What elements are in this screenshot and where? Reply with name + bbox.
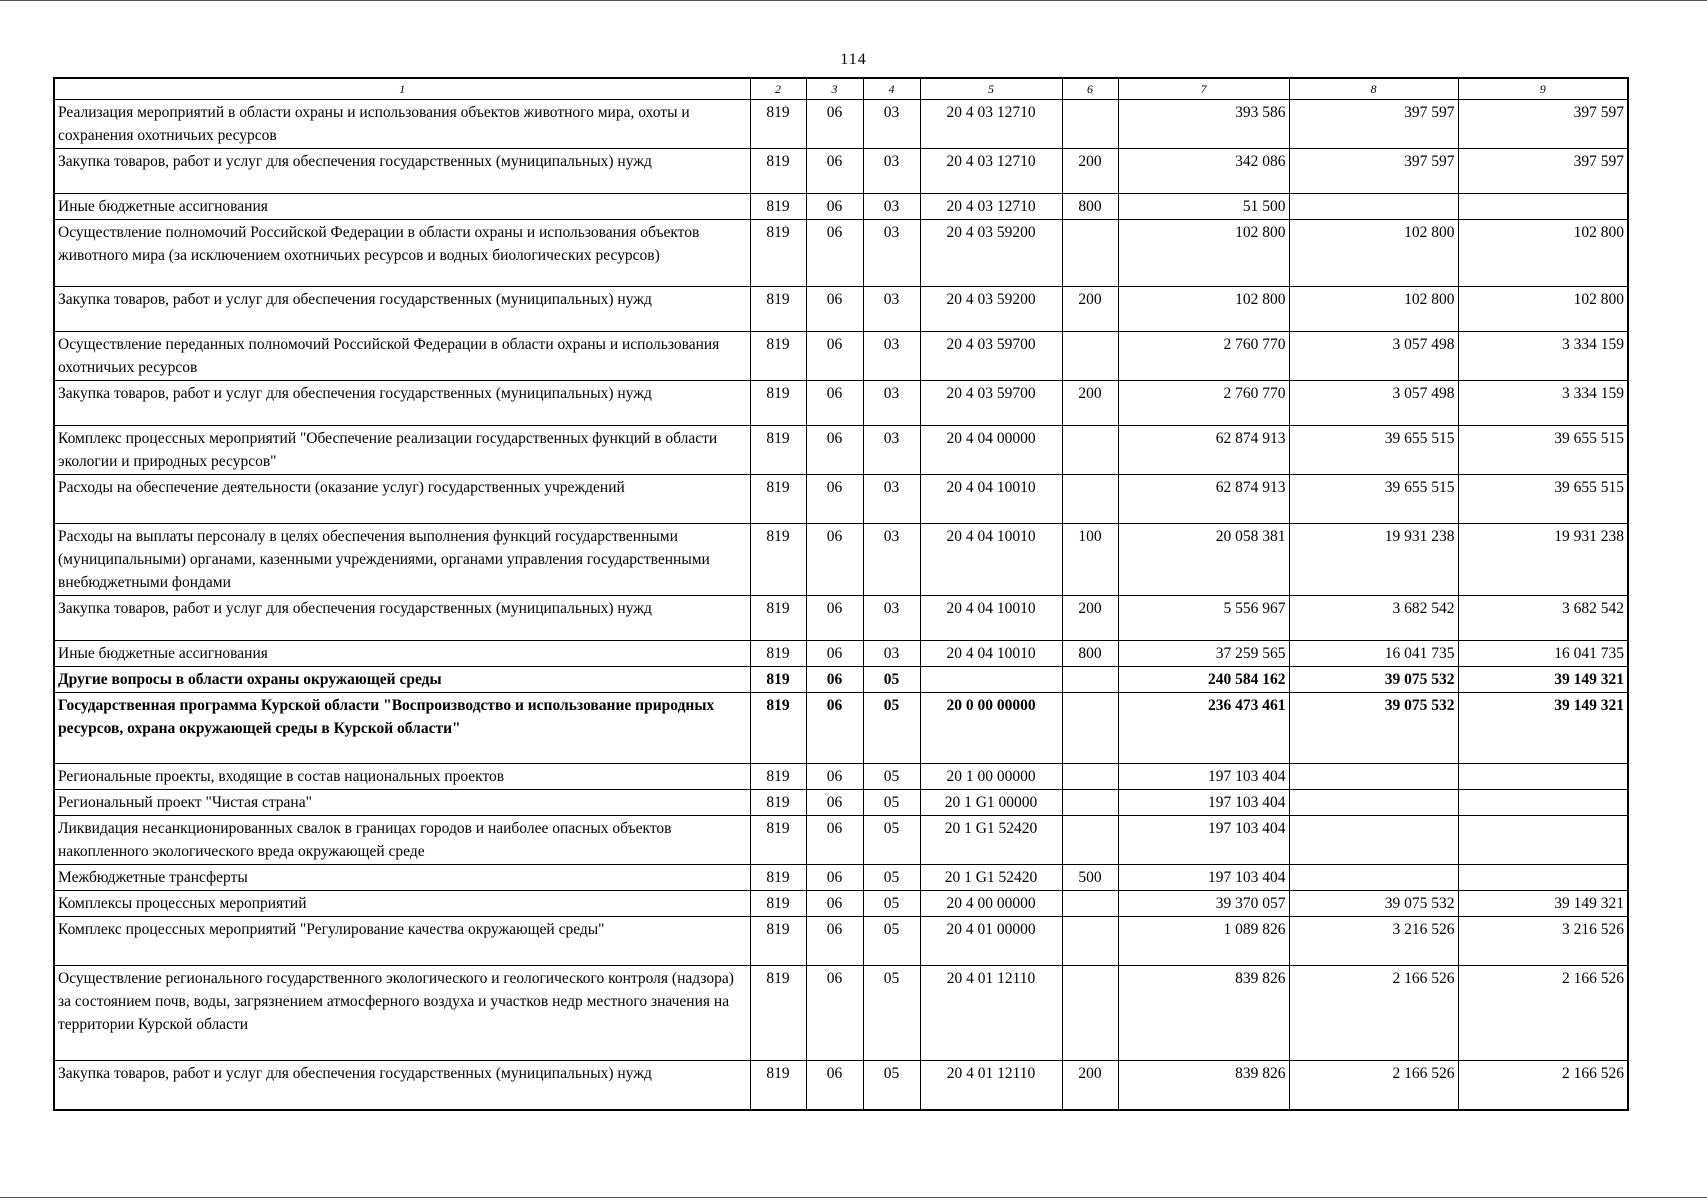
table-row <box>54 1061 1628 1110</box>
table-row <box>54 596 1628 641</box>
row-target-item-cell <box>920 667 1062 693</box>
row-admin-code-cell: 819 <box>750 764 806 790</box>
row-amount-col9-cell: 39 149 321 <box>1458 667 1628 693</box>
row-subsection-cell: 03 <box>863 381 920 426</box>
row-section-cell: 06 <box>806 865 863 891</box>
row-section-cell: 06 <box>806 381 863 426</box>
row-amount-col7-cell: 51 500 <box>1118 194 1289 220</box>
row-name-cell: Осуществление переданных полномочий Российской Федерации в области охраны и использования охотничьих ресурсов <box>54 332 750 381</box>
row-name-cell: Иные бюджетные ассигнования <box>54 641 750 667</box>
row-amount-col9-cell: 39 655 515 <box>1458 426 1628 475</box>
row-amount-col9-cell: 3 216 526 <box>1458 917 1628 966</box>
row-amount-col7-cell: 5 556 967 <box>1118 596 1289 641</box>
row-admin-code-cell: 819 <box>750 381 806 426</box>
row-admin-code-cell: 819 <box>750 524 806 596</box>
row-section-cell: 06 <box>806 149 863 194</box>
row-name-cell: Другие вопросы в области охраны окружающей среды <box>54 667 750 693</box>
row-amount-col7-cell: 236 473 461 <box>1118 693 1289 764</box>
row-name-cell: Региональные проекты, входящие в состав национальных проектов <box>54 764 750 790</box>
budget-table <box>53 77 1629 1111</box>
table-row <box>54 100 1628 149</box>
row-amount-col8-cell: 3 057 498 <box>1289 381 1458 426</box>
row-amount-col8-cell: 3 216 526 <box>1289 917 1458 966</box>
row-expense-type-cell <box>1062 790 1118 816</box>
table-row <box>54 332 1628 381</box>
row-subsection-cell: 05 <box>863 816 920 865</box>
row-subsection-cell: 05 <box>863 667 920 693</box>
header-cell: 9 <box>1458 78 1628 100</box>
row-expense-type-cell <box>1062 693 1118 764</box>
row-subsection-cell: 03 <box>863 100 920 149</box>
table-row <box>54 891 1628 917</box>
row-name-cell: Расходы на обеспечение деятельности (оказание услуг) государственных учреждений <box>54 475 750 524</box>
row-amount-col7-cell: 393 586 <box>1118 100 1289 149</box>
row-amount-col9-cell: 2 166 526 <box>1458 966 1628 1061</box>
row-amount-col7-cell: 197 103 404 <box>1118 764 1289 790</box>
row-amount-col9-cell: 102 800 <box>1458 220 1628 287</box>
row-target-item-cell: 20 1 G1 00000 <box>920 790 1062 816</box>
row-name-cell: Иные бюджетные ассигнования <box>54 194 750 220</box>
row-amount-col8-cell: 397 597 <box>1289 100 1458 149</box>
row-target-item-cell: 20 4 01 12110 <box>920 1061 1062 1110</box>
row-admin-code-cell: 819 <box>750 596 806 641</box>
row-subsection-cell: 03 <box>863 596 920 641</box>
table-row <box>54 667 1628 693</box>
row-name-cell: Закупка товаров, работ и услуг для обеспечения государственных (муниципальных) нужд <box>54 287 750 332</box>
row-amount-col8-cell: 102 800 <box>1289 220 1458 287</box>
row-amount-col9-cell: 16 041 735 <box>1458 641 1628 667</box>
row-amount-col7-cell: 102 800 <box>1118 220 1289 287</box>
row-name-cell: Комплекс процессных мероприятий "Регулирование качества окружающей среды" <box>54 917 750 966</box>
row-name-cell: Закупка товаров, работ и услуг для обеспечения государственных (муниципальных) нужд <box>54 596 750 641</box>
row-subsection-cell: 05 <box>863 693 920 764</box>
row-amount-col8-cell <box>1289 194 1458 220</box>
row-target-item-cell: 20 0 00 00000 <box>920 693 1062 764</box>
row-amount-col8-cell: 39 075 532 <box>1289 693 1458 764</box>
row-section-cell: 06 <box>806 475 863 524</box>
page-number: 114 <box>840 51 867 68</box>
row-expense-type-cell <box>1062 426 1118 475</box>
table-row <box>54 426 1628 475</box>
row-admin-code-cell: 819 <box>750 194 806 220</box>
row-amount-col7-cell: 102 800 <box>1118 287 1289 332</box>
row-target-item-cell: 20 4 03 59200 <box>920 287 1062 332</box>
row-name-cell: Государственная программа Курской области "Воспроизводство и использование природных ресурсов, охрана окружающей среды в Курской области" <box>54 693 750 764</box>
row-section-cell: 06 <box>806 790 863 816</box>
row-section-cell: 06 <box>806 693 863 764</box>
table-row <box>54 917 1628 966</box>
header-cell: 4 <box>863 78 920 100</box>
row-target-item-cell: 20 4 04 10010 <box>920 524 1062 596</box>
row-target-item-cell: 20 1 G1 52420 <box>920 816 1062 865</box>
row-name-cell: Реализация мероприятий в области охраны и использования объектов животного мира, охоты и сохранения охотничьих ресурсов <box>54 100 750 149</box>
row-section-cell: 06 <box>806 220 863 287</box>
row-amount-col8-cell: 39 075 532 <box>1289 891 1458 917</box>
row-amount-col7-cell: 2 760 770 <box>1118 332 1289 381</box>
table-row <box>54 381 1628 426</box>
row-expense-type-cell <box>1062 667 1118 693</box>
row-name-cell: Межбюджетные трансферты <box>54 865 750 891</box>
row-admin-code-cell: 819 <box>750 475 806 524</box>
header-cell: 2 <box>750 78 806 100</box>
row-target-item-cell: 20 4 04 10010 <box>920 475 1062 524</box>
header-cell: 6 <box>1062 78 1118 100</box>
row-section-cell: 06 <box>806 641 863 667</box>
row-expense-type-cell: 500 <box>1062 865 1118 891</box>
row-subsection-cell: 05 <box>863 917 920 966</box>
row-expense-type-cell <box>1062 332 1118 381</box>
row-amount-col9-cell <box>1458 764 1628 790</box>
row-amount-col9-cell <box>1458 790 1628 816</box>
row-amount-col7-cell: 39 370 057 <box>1118 891 1289 917</box>
row-section-cell: 06 <box>806 332 863 381</box>
row-amount-col9-cell: 3 682 542 <box>1458 596 1628 641</box>
row-expense-type-cell <box>1062 764 1118 790</box>
row-expense-type-cell: 200 <box>1062 381 1118 426</box>
row-admin-code-cell: 819 <box>750 790 806 816</box>
header-cell: 8 <box>1289 78 1458 100</box>
scan-bottom-edge <box>0 1197 1707 1198</box>
row-name-cell: Ликвидация несанкционированных свалок в границах городов и наиболее опасных объектов накопленного экологического вреда окружающей среде <box>54 816 750 865</box>
row-subsection-cell: 03 <box>863 220 920 287</box>
row-subsection-cell: 03 <box>863 287 920 332</box>
row-subsection-cell: 03 <box>863 332 920 381</box>
row-amount-col7-cell: 197 103 404 <box>1118 865 1289 891</box>
row-target-item-cell: 20 1 00 00000 <box>920 764 1062 790</box>
header-cell: 7 <box>1118 78 1289 100</box>
header-cell: 1 <box>54 78 750 100</box>
row-subsection-cell: 05 <box>863 1061 920 1110</box>
table-row <box>54 220 1628 287</box>
row-name-cell: Расходы на выплаты персоналу в целях обеспечения выполнения функций государственными (муниципальными) органами, казенными учреждениями, органами управления государственными внебюджетными фондами <box>54 524 750 596</box>
row-section-cell: 06 <box>806 1061 863 1110</box>
row-section-cell: 06 <box>806 287 863 332</box>
row-amount-col8-cell <box>1289 865 1458 891</box>
row-target-item-cell: 20 1 G1 52420 <box>920 865 1062 891</box>
row-amount-col7-cell: 342 086 <box>1118 149 1289 194</box>
row-subsection-cell: 03 <box>863 426 920 475</box>
row-admin-code-cell: 819 <box>750 865 806 891</box>
row-expense-type-cell <box>1062 475 1118 524</box>
row-target-item-cell: 20 4 01 00000 <box>920 917 1062 966</box>
row-expense-type-cell <box>1062 917 1118 966</box>
row-target-item-cell: 20 4 03 59200 <box>920 220 1062 287</box>
row-expense-type-cell <box>1062 816 1118 865</box>
row-section-cell: 06 <box>806 966 863 1061</box>
row-amount-col9-cell: 39 655 515 <box>1458 475 1628 524</box>
table-row <box>54 693 1628 764</box>
row-amount-col8-cell: 102 800 <box>1289 287 1458 332</box>
row-admin-code-cell: 819 <box>750 287 806 332</box>
row-admin-code-cell: 819 <box>750 1061 806 1110</box>
row-target-item-cell: 20 4 03 12710 <box>920 194 1062 220</box>
row-target-item-cell: 20 4 04 00000 <box>920 426 1062 475</box>
row-amount-col8-cell: 39 075 532 <box>1289 667 1458 693</box>
row-section-cell: 06 <box>806 667 863 693</box>
row-name-cell: Осуществление полномочий Российской Федерации в области охраны и использования объектов животного мира (за исключением охотничьих ресурсов и водных биологических ресурсов) <box>54 220 750 287</box>
table-row <box>54 194 1628 220</box>
row-amount-col7-cell: 839 826 <box>1118 966 1289 1061</box>
row-section-cell: 06 <box>806 917 863 966</box>
row-subsection-cell: 05 <box>863 966 920 1061</box>
row-admin-code-cell: 819 <box>750 693 806 764</box>
row-target-item-cell: 20 4 03 12710 <box>920 149 1062 194</box>
row-amount-col9-cell: 2 166 526 <box>1458 1061 1628 1110</box>
row-section-cell: 06 <box>806 524 863 596</box>
row-admin-code-cell: 819 <box>750 220 806 287</box>
row-amount-col8-cell <box>1289 790 1458 816</box>
row-amount-col9-cell: 397 597 <box>1458 149 1628 194</box>
row-expense-type-cell: 200 <box>1062 149 1118 194</box>
row-amount-col7-cell: 20 058 381 <box>1118 524 1289 596</box>
row-amount-col9-cell: 3 334 159 <box>1458 332 1628 381</box>
row-admin-code-cell: 819 <box>750 816 806 865</box>
row-amount-col7-cell: 839 826 <box>1118 1061 1289 1110</box>
row-expense-type-cell <box>1062 891 1118 917</box>
row-name-cell: Осуществление регионального государственного экологического и геологического контроля (надзора) за состоянием почв, воды, загрязнением атмосферного воздуха и участков недр местного значения на территории Курской области <box>54 966 750 1061</box>
row-admin-code-cell: 819 <box>750 100 806 149</box>
row-name-cell: Комплексы процессных мероприятий <box>54 891 750 917</box>
table-row <box>54 641 1628 667</box>
row-amount-col7-cell: 240 584 162 <box>1118 667 1289 693</box>
row-name-cell: Комплекс процессных мероприятий "Обеспечение реализации государственных функций в области экологии и природных ресурсов" <box>54 426 750 475</box>
header-row <box>54 78 1628 100</box>
row-expense-type-cell: 200 <box>1062 287 1118 332</box>
row-admin-code-cell: 819 <box>750 966 806 1061</box>
row-amount-col9-cell: 102 800 <box>1458 287 1628 332</box>
row-amount-col7-cell: 197 103 404 <box>1118 790 1289 816</box>
row-expense-type-cell: 100 <box>1062 524 1118 596</box>
row-section-cell: 06 <box>806 891 863 917</box>
row-amount-col8-cell: 397 597 <box>1289 149 1458 194</box>
row-name-cell: Закупка товаров, работ и услуг для обеспечения государственных (муниципальных) нужд <box>54 381 750 426</box>
table-row <box>54 816 1628 865</box>
row-subsection-cell: 03 <box>863 475 920 524</box>
row-amount-col8-cell: 19 931 238 <box>1289 524 1458 596</box>
table-row <box>54 475 1628 524</box>
row-target-item-cell: 20 4 03 59700 <box>920 381 1062 426</box>
row-subsection-cell: 05 <box>863 865 920 891</box>
row-amount-col9-cell <box>1458 194 1628 220</box>
table-row <box>54 764 1628 790</box>
row-amount-col8-cell: 2 166 526 <box>1289 966 1458 1061</box>
row-subsection-cell: 03 <box>863 194 920 220</box>
row-amount-col9-cell: 39 149 321 <box>1458 891 1628 917</box>
row-section-cell: 06 <box>806 596 863 641</box>
row-target-item-cell: 20 4 00 00000 <box>920 891 1062 917</box>
row-section-cell: 06 <box>806 100 863 149</box>
row-subsection-cell: 03 <box>863 149 920 194</box>
row-name-cell: Закупка товаров, работ и услуг для обеспечения государственных (муниципальных) нужд <box>54 1061 750 1110</box>
table-row <box>54 524 1628 596</box>
row-expense-type-cell <box>1062 966 1118 1061</box>
row-admin-code-cell: 819 <box>750 641 806 667</box>
row-target-item-cell: 20 4 03 59700 <box>920 332 1062 381</box>
row-subsection-cell: 05 <box>863 790 920 816</box>
row-expense-type-cell: 800 <box>1062 194 1118 220</box>
row-expense-type-cell <box>1062 100 1118 149</box>
row-amount-col8-cell: 16 041 735 <box>1289 641 1458 667</box>
row-section-cell: 06 <box>806 764 863 790</box>
row-amount-col8-cell: 3 057 498 <box>1289 332 1458 381</box>
row-name-cell: Закупка товаров, работ и услуг для обеспечения государственных (муниципальных) нужд <box>54 149 750 194</box>
row-admin-code-cell: 819 <box>750 426 806 475</box>
row-target-item-cell: 20 4 01 12110 <box>920 966 1062 1061</box>
row-amount-col8-cell: 3 682 542 <box>1289 596 1458 641</box>
row-amount-col8-cell <box>1289 764 1458 790</box>
row-expense-type-cell <box>1062 220 1118 287</box>
row-target-item-cell: 20 4 04 10010 <box>920 641 1062 667</box>
row-expense-type-cell: 800 <box>1062 641 1118 667</box>
row-amount-col8-cell: 39 655 515 <box>1289 475 1458 524</box>
row-target-item-cell: 20 4 04 10010 <box>920 596 1062 641</box>
row-amount-col7-cell: 37 259 565 <box>1118 641 1289 667</box>
row-admin-code-cell: 819 <box>750 667 806 693</box>
row-expense-type-cell: 200 <box>1062 1061 1118 1110</box>
row-subsection-cell: 05 <box>863 891 920 917</box>
table-row <box>54 149 1628 194</box>
row-section-cell: 06 <box>806 816 863 865</box>
row-subsection-cell: 03 <box>863 524 920 596</box>
table-row <box>54 966 1628 1061</box>
row-admin-code-cell: 819 <box>750 917 806 966</box>
row-name-cell: Региональный проект "Чистая страна" <box>54 790 750 816</box>
row-expense-type-cell: 200 <box>1062 596 1118 641</box>
row-admin-code-cell: 819 <box>750 891 806 917</box>
header-cell: 5 <box>920 78 1062 100</box>
row-amount-col9-cell: 3 334 159 <box>1458 381 1628 426</box>
row-amount-col9-cell: 19 931 238 <box>1458 524 1628 596</box>
row-amount-col9-cell: 397 597 <box>1458 100 1628 149</box>
row-subsection-cell: 05 <box>863 764 920 790</box>
table-row <box>54 790 1628 816</box>
row-subsection-cell: 03 <box>863 641 920 667</box>
row-amount-col8-cell <box>1289 816 1458 865</box>
row-admin-code-cell: 819 <box>750 149 806 194</box>
row-amount-col9-cell <box>1458 816 1628 865</box>
row-amount-col9-cell: 39 149 321 <box>1458 693 1628 764</box>
header-cell: 3 <box>806 78 863 100</box>
row-amount-col8-cell: 2 166 526 <box>1289 1061 1458 1110</box>
row-section-cell: 06 <box>806 194 863 220</box>
row-amount-col7-cell: 1 089 826 <box>1118 917 1289 966</box>
row-target-item-cell: 20 4 03 12710 <box>920 100 1062 149</box>
table-row <box>54 287 1628 332</box>
scan-top-edge <box>0 0 1707 1</box>
row-amount-col7-cell: 62 874 913 <box>1118 475 1289 524</box>
row-amount-col7-cell: 197 103 404 <box>1118 816 1289 865</box>
row-admin-code-cell: 819 <box>750 332 806 381</box>
row-amount-col8-cell: 39 655 515 <box>1289 426 1458 475</box>
row-amount-col7-cell: 62 874 913 <box>1118 426 1289 475</box>
table-row <box>54 865 1628 891</box>
row-amount-col9-cell <box>1458 865 1628 891</box>
row-section-cell: 06 <box>806 426 863 475</box>
row-amount-col7-cell: 2 760 770 <box>1118 381 1289 426</box>
